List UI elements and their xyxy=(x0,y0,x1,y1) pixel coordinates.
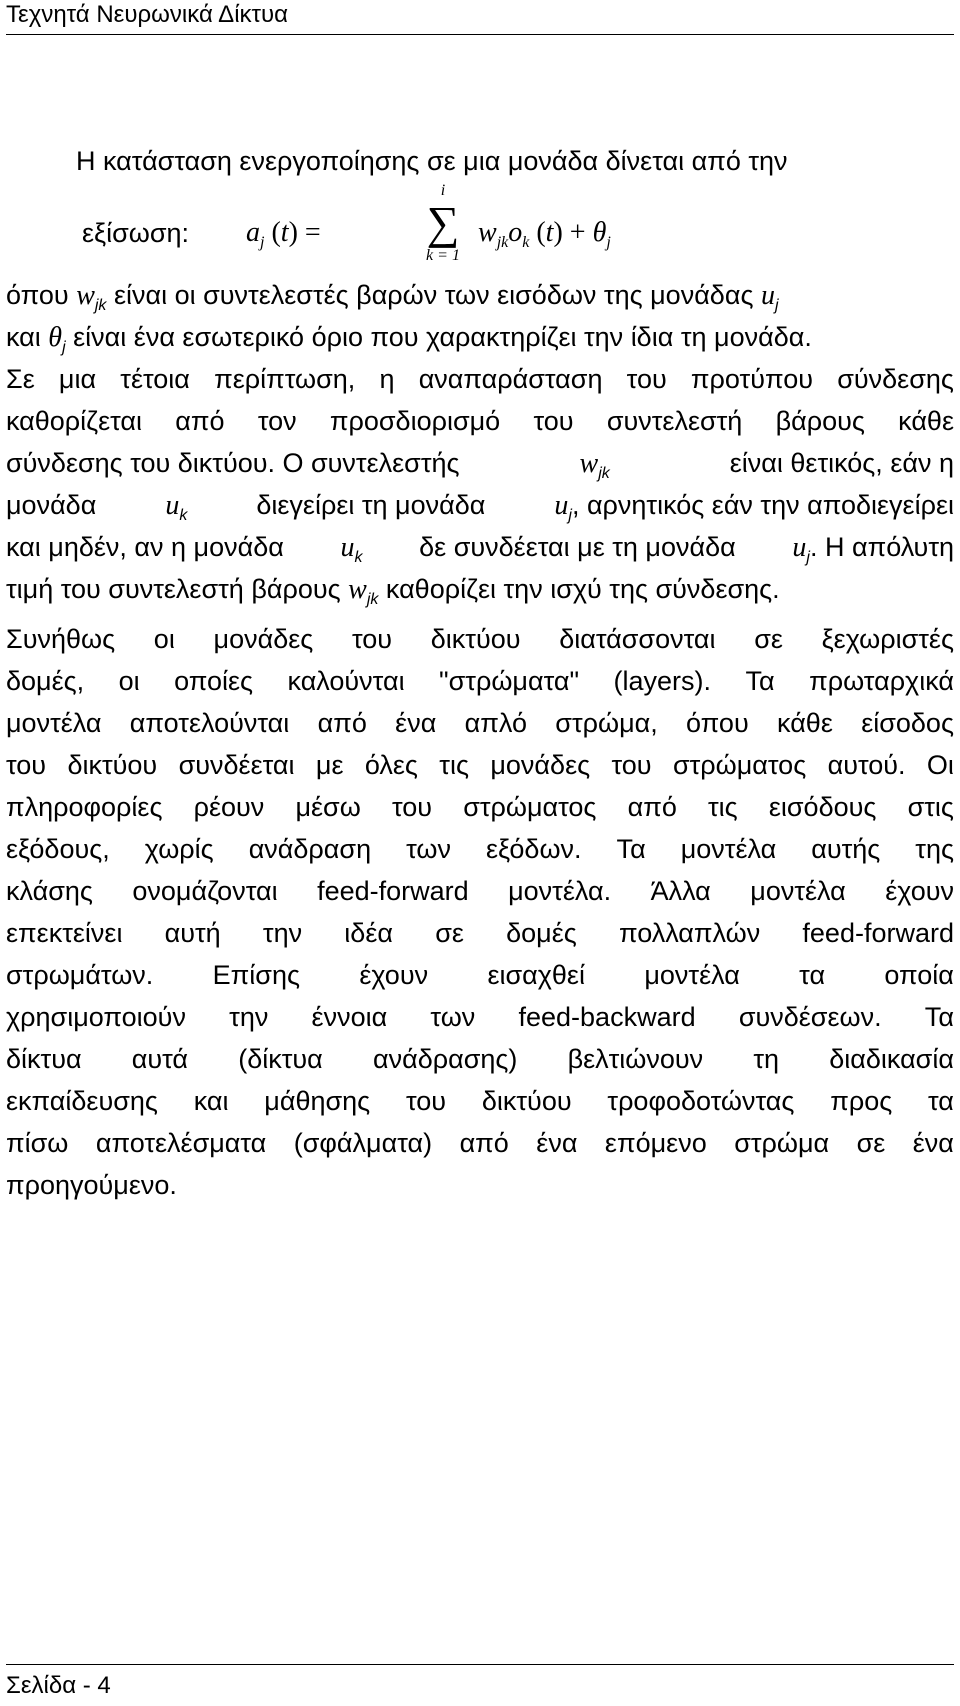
word: του xyxy=(533,406,574,436)
word: των xyxy=(406,834,451,864)
activation-equation-block xyxy=(6,182,954,274)
word: αυτής xyxy=(811,834,881,864)
word: επόμενο xyxy=(604,1128,707,1158)
footer-divider xyxy=(6,1664,954,1665)
word: ρέουν xyxy=(193,792,265,822)
equation-rhs: $w_{jk}o_k$ $(t) + \theta_j$ xyxy=(478,217,611,251)
word: του xyxy=(611,750,652,780)
sum-upper-limit: i xyxy=(440,182,446,199)
word: κλάσης xyxy=(6,876,93,906)
word: στρωμάτων. xyxy=(6,960,154,990)
paragraph-line xyxy=(6,828,954,870)
word: μοντέλα xyxy=(750,876,846,906)
word: δικτύου xyxy=(481,1086,572,1116)
word: η xyxy=(379,364,395,394)
word: χρησιμοποιούν xyxy=(6,1002,186,1032)
word: Σε xyxy=(6,364,35,394)
word: feed-forward xyxy=(802,918,954,948)
word: εκπαίδευσης xyxy=(6,1086,158,1116)
paragraph-line xyxy=(6,1038,954,1080)
word: μέσω xyxy=(295,792,361,822)
word: μοντέλα. xyxy=(508,876,612,906)
word: μονάδες xyxy=(213,624,314,654)
word: από xyxy=(317,708,367,738)
word: μια xyxy=(58,364,97,394)
word: οποία xyxy=(884,960,954,990)
word: σύνδεσης xyxy=(837,364,954,394)
equation-lhs: $a_j$ (t) = xyxy=(246,217,321,251)
word: κάθε xyxy=(898,406,954,436)
word: "στρώματα" xyxy=(439,666,580,696)
word: απλό xyxy=(464,708,527,738)
word: (layers). xyxy=(613,666,712,696)
word: σε xyxy=(435,918,464,948)
paragraph-line: μονάδα $u_k$ διεγείρει τη μονάδα $u_j$, αρνητικός εάν την αποδιεγείρει xyxy=(6,490,954,524)
word: του xyxy=(626,364,667,394)
word: είσοδος xyxy=(861,708,954,738)
word: την xyxy=(262,918,303,948)
word: αυτού. xyxy=(827,750,906,780)
paragraph-line xyxy=(6,744,954,786)
word: αποτελέσματα xyxy=(95,1128,267,1158)
word: εισαχθεί xyxy=(487,960,585,990)
paragraph-line xyxy=(6,618,954,660)
header-divider xyxy=(6,34,954,35)
paragraph-line xyxy=(6,1122,954,1164)
word: συνδέσεων. xyxy=(738,1002,882,1032)
definition-line-threshold: και $\theta_j$ είναι ένα εσωτερικό όριο που χαρακτηρίζει την ίδια τη μονάδα. xyxy=(6,322,812,356)
word: προς xyxy=(830,1086,893,1116)
summation-symbol xyxy=(422,182,464,266)
word: από xyxy=(175,406,225,436)
word: Οι xyxy=(926,750,954,780)
word: αποτελούνται xyxy=(129,708,290,738)
word: στρώμα, xyxy=(555,708,658,738)
word: εξόδους, xyxy=(6,834,110,864)
word: έχουν xyxy=(359,960,429,990)
word: του xyxy=(351,624,393,654)
word: βάρους xyxy=(775,406,865,436)
word: οποίες xyxy=(174,666,254,696)
paragraph-line xyxy=(6,1080,954,1122)
word: Συνήθως xyxy=(6,624,116,654)
paragraph-line: και μηδέν, αν η μονάδα $u_k$ δε συνδέεται με τη μονάδα $u_j$. Η απόλυτη xyxy=(6,532,954,566)
word: από xyxy=(627,792,677,822)
document-body xyxy=(6,140,954,1206)
paragraph-line xyxy=(6,954,954,996)
word: στρώμα xyxy=(734,1128,830,1158)
word: δομές, xyxy=(6,666,85,696)
word: δομές xyxy=(506,918,577,948)
word: στρώματος xyxy=(672,750,807,780)
paragraph-line xyxy=(6,358,954,400)
word: όπου xyxy=(686,708,749,738)
word: διατάσσονται xyxy=(559,624,716,654)
paragraph-line-last: προηγούμενο. xyxy=(6,1170,177,1200)
word: δίκτυα xyxy=(6,1044,82,1074)
word: των xyxy=(430,1002,476,1032)
word: συντελεστή xyxy=(606,406,743,436)
word: του xyxy=(6,750,47,780)
page-number: Σελίδα - 4 xyxy=(6,1672,111,1699)
second-paragraph xyxy=(6,618,954,1206)
word: κάθε xyxy=(777,708,833,738)
paragraph-line xyxy=(6,702,954,744)
word: όλες xyxy=(364,750,418,780)
paragraph-line xyxy=(6,870,954,912)
word: feed-backward xyxy=(518,1002,696,1032)
word: ξεχωριστές xyxy=(821,624,954,654)
word: αυτή xyxy=(164,918,221,948)
word: του xyxy=(391,792,433,822)
word: εξόδων. xyxy=(486,834,582,864)
word: δικτύου xyxy=(67,750,158,780)
word: ανάδρασης) xyxy=(372,1044,518,1074)
word: σε xyxy=(856,1128,886,1158)
word: σε xyxy=(754,624,783,654)
word: (δίκτυα xyxy=(238,1044,323,1074)
word: μονάδες xyxy=(490,750,591,780)
word: δικτύου xyxy=(430,624,521,654)
word: καθορίζεται xyxy=(6,406,143,436)
word: ονομάζονται xyxy=(132,876,278,906)
word: μάθησης xyxy=(264,1086,371,1116)
word: μοντέλα xyxy=(644,960,740,990)
word: έννοια xyxy=(311,1002,388,1032)
paragraph-line-last: τιμή του συντελεστή βάρους $w_{jk}$ καθορίζει την ισχύ της σύνδεσης. xyxy=(6,574,780,608)
word: Τα xyxy=(616,834,646,864)
word: από xyxy=(459,1128,509,1158)
paragraph-line xyxy=(6,786,954,828)
word: πρωταρχικά xyxy=(809,666,954,696)
definition-line-weights: όπου $w_{jk}$ είναι οι συντελεστές βαρών των εισόδων της μονάδας $u_j$ xyxy=(6,280,779,314)
word: τα xyxy=(799,960,826,990)
word: του xyxy=(405,1086,447,1116)
word: περίπτωση, xyxy=(214,364,356,394)
word: της xyxy=(915,834,954,864)
word: καλούνται xyxy=(287,666,405,696)
word: πίσω xyxy=(6,1128,69,1158)
word: στις xyxy=(907,792,954,822)
word: οι xyxy=(118,666,140,696)
word: τις xyxy=(708,792,738,822)
word: πολλαπλών xyxy=(618,918,761,948)
page-header-title: Τεχνητά Νευρωνικά Δίκτυα xyxy=(6,1,288,28)
word: διαδικασία xyxy=(829,1044,954,1074)
word: μοντέλα xyxy=(680,834,777,864)
word: μοντέλα xyxy=(6,708,102,738)
word: ένα xyxy=(536,1128,578,1158)
word: με xyxy=(315,750,344,780)
word: τροφοδοτώντας xyxy=(607,1086,795,1116)
paragraph-line xyxy=(6,996,954,1038)
word: προτύπου xyxy=(690,364,814,394)
word: επεκτείνει xyxy=(6,918,123,948)
word: (σφάλματα) xyxy=(293,1128,433,1158)
word: τα xyxy=(928,1086,954,1116)
word: Άλλα xyxy=(650,876,711,906)
word: Τα xyxy=(745,666,775,696)
word: εισόδους xyxy=(768,792,877,822)
word: συνδέεται xyxy=(178,750,295,780)
word: ιδέα xyxy=(344,918,393,948)
word: οι xyxy=(153,624,175,654)
word: χωρίς xyxy=(144,834,214,864)
word: την xyxy=(229,1002,269,1032)
word: ένα xyxy=(912,1128,954,1158)
word: Τα xyxy=(924,1002,954,1032)
word: ένα xyxy=(395,708,437,738)
paragraph-line xyxy=(6,660,954,702)
word: τον xyxy=(257,406,297,436)
word: Επίσης xyxy=(212,960,300,990)
word: αναπαράσταση xyxy=(418,364,603,394)
equation-label: εξίσωση: xyxy=(82,218,190,248)
paragraph-line: σύνδεσης του δικτύου. Ο συντελεστής $w_{jk}$ είναι θετικός, εάν η xyxy=(6,448,954,482)
word: ανάδραση xyxy=(248,834,372,864)
paragraph-line xyxy=(6,912,954,954)
paragraph-line xyxy=(6,400,954,442)
word: και xyxy=(193,1086,229,1116)
word: βελτιώνουν xyxy=(567,1044,704,1074)
word: προσδιορισμό xyxy=(329,406,501,436)
word: στρώματος xyxy=(463,792,597,822)
word: πληροφορίες xyxy=(6,792,163,822)
sigma-icon: ∑ xyxy=(426,197,460,248)
word: τις xyxy=(439,750,469,780)
word: αυτά xyxy=(131,1044,189,1074)
word: τη xyxy=(753,1044,780,1074)
intro-line: Η κατάσταση ενεργοποίησης σε μια μονάδα δίνεται από την xyxy=(76,146,788,176)
word: τέτοια xyxy=(120,364,190,394)
word: έχουν xyxy=(885,876,954,906)
word: feed-forward xyxy=(317,876,469,906)
sum-lower-limit: k = 1 xyxy=(426,247,460,264)
